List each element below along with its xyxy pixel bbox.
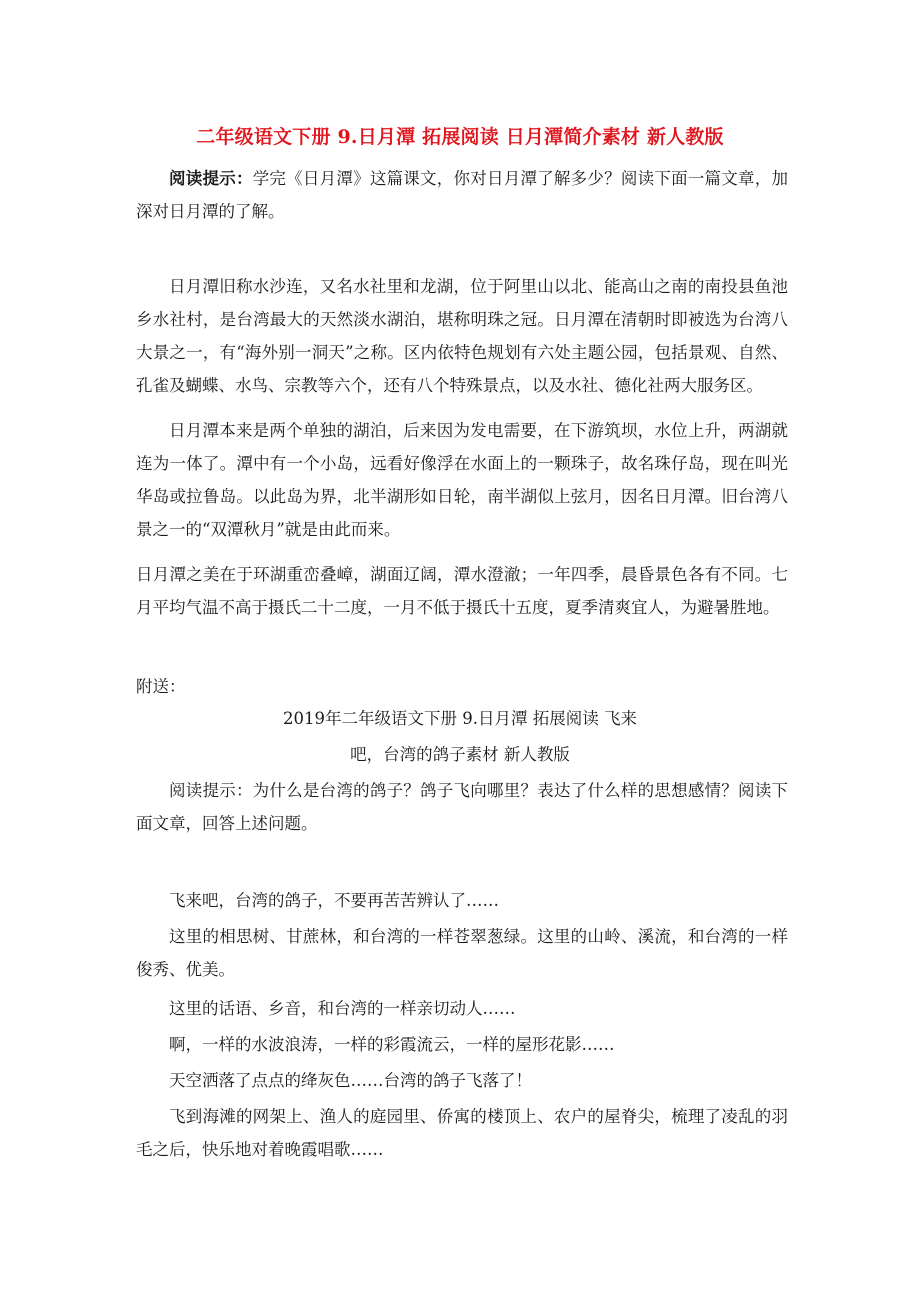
appendix-title-line-2: 吧，台湾的鸽子素材 新人教版 bbox=[350, 745, 570, 764]
appendix-paragraph: 飞到海滩的网架上、渔人的庭园里、侨寓的楼顶上、农户的屋脊尖，梳理了凌乱的羽毛之后，快乐地对着晚霞唱歌…… bbox=[136, 1107, 788, 1159]
paragraph: 日月潭之美在于环湖重峦叠嶂，湖面辽阔，潭水澄澈；一年四季，晨昏景色各有不同。七月平均气温不高于摄氏二十二度，一月不低于摄氏十五度，夏季清爽宜人，为避暑胜地。 bbox=[136, 565, 788, 617]
document-title: 二年级语文下册 9.日月潭 拓展阅读 日月潭简介素材 新人教版 bbox=[196, 126, 724, 148]
appendix-paragraph: 天空洒落了点点的绛灰色……台湾的鸽子飞落了！ bbox=[169, 1071, 532, 1090]
paragraph: 日月潭旧称水沙连，又名水社里和龙湖，位于阿里山以北、能高山之南的南投县鱼池乡水社村，是台湾最大的天然淡水湖泊，堪称明珠之冠。日月潭在清朝时即被选为台湾八大景之一，有“海外别一洞天”之称。区内依特色规划有六处主题公园，包括景观、自然、孔雀及蝴蝶、水鸟、宗教等六个，还有八个特殊景点，以及水社、德化社两大服务区。 bbox=[136, 277, 788, 395]
reading-tip-label: 阅读提示： bbox=[169, 169, 253, 188]
reading-tip bbox=[136, 162, 788, 228]
reading-tip-text: 学完《日月潭》这篇课文，你对日月潭了解多少？阅读下面一篇文章，加深对日月潭的了解。 bbox=[136, 169, 789, 221]
appendix-label: 附送： bbox=[136, 677, 186, 696]
appendix-title-line-1: 2019年二年级语文下册 9.日月潭 拓展阅读 飞来 bbox=[283, 709, 637, 728]
appendix-paragraph: 这里的相思树、甘蔗林，和台湾的一样苍翠葱绿。这里的山岭、溪流，和台湾的一样俊秀、优美。 bbox=[136, 927, 788, 979]
appendix-paragraph: 这里的话语、乡音，和台湾的一样亲切动人…… bbox=[169, 999, 516, 1018]
appendix-paragraph: 啊，一样的水波浪涛，一样的彩霞流云，一样的屋形花影…… bbox=[169, 1035, 615, 1054]
appendix-reading-tip: 阅读提示：为什么是台湾的鸽子？鸽子飞向哪里？表达了什么样的思想感情？阅读下面文章，回答上述问题。 bbox=[136, 781, 788, 833]
appendix-paragraph: 飞来吧，台湾的鸽子，不要再苦苦辨认了…… bbox=[169, 891, 499, 910]
paragraph: 日月潭本来是两个单独的湖泊，后来因为发电需要，在下游筑坝，水位上升，两湖就连为一体了。潭中有一个小岛，远看好像浮在水面上的一颗珠子，故名珠仔岛，现在叫光华岛或拉鲁岛。以此岛为界，北半湖形如日轮，南半湖似上弦月，因名日月潭。旧台湾八景之一的“双潭秋月”就是由此而来。 bbox=[136, 421, 788, 539]
